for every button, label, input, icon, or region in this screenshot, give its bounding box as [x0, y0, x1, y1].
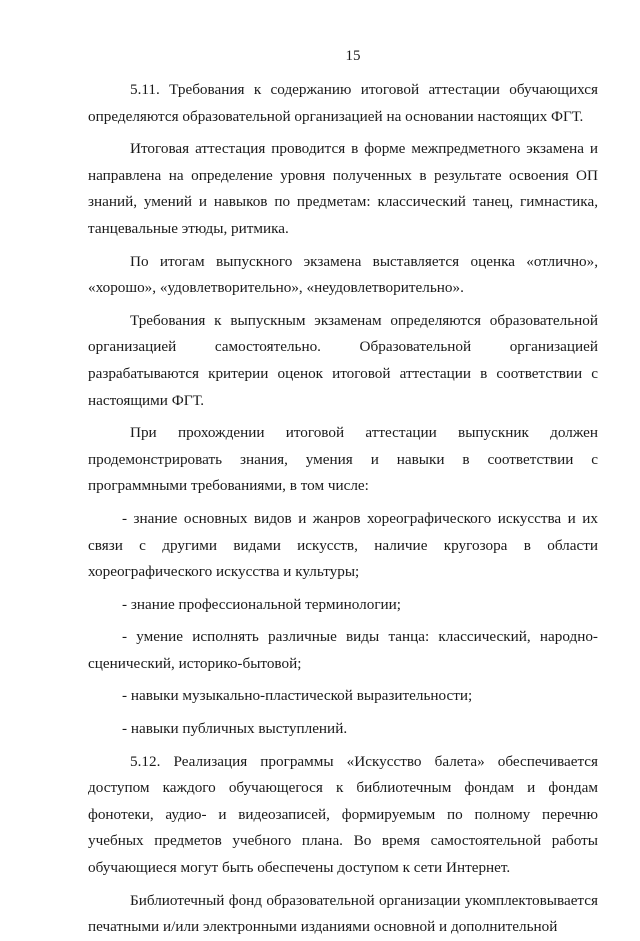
paragraph-final-attestation: Итоговая аттестация проводится в форме межпредметного экзамена и направлена на определение уровня полученных в результате освоения ОП знаний, умений и навыков по предметам: классический танец, гимнастика, танцевальные этюды, ритмика. [88, 140, 598, 237]
paragraph-exam-requirements: Требования к выпускным экзаменам определяются образовательной организацией самостоятельно. Образовательной организацией разрабатываются критерии оценок итоговой аттестации в соответствии с настоящими ФГТ. [88, 311, 598, 409]
list-item-choreography-knowledge: - знание основных видов и жанров хореографического искусства и их связи с другими видами искусств, наличие кругозора в области хореографического искусства и культуры; [88, 509, 598, 581]
paragraph-library-fund: Библиотечный фонд образовательной организации укомплектовывается печатными и/или электронными изданиями основной и дополнительной [88, 891, 598, 936]
page-number: 15 [345, 48, 361, 64]
paragraph-5-12: 5.12. Реализация программы «Искусство балета» обеспечивается доступом каждого обучающегося к библиотечным фондам и фондам фонотеки, аудио- и видеозаписей, формируемым по полному перечню учебных предметов учебного плана. Во время самостоятельной работы обучающиеся могут быть обеспечены доступом к сети Интернет. [88, 752, 598, 877]
paragraph-graduate-skills: При прохождении итоговой аттестации выпускник должен продемонстрировать знания, умения и навыки в соответствии с программными требованиями, в том числе: [88, 424, 598, 495]
paragraph-5-11: 5.11. Требования к содержанию итоговой аттестации обучающихся определяются образовательной организацией на основании настоящих ФГТ. [88, 81, 598, 125]
paragraph-grades: По итогам выпускного экзамена выставляется оценка «отлично», «хорошо», «удовлетворительно», «неудовлетворительно». [88, 252, 598, 297]
list-item-public-performance: - навыки публичных выступлений. [122, 720, 348, 738]
list-item-terminology: - знание профессиональной терминологии; [122, 595, 402, 613]
list-item-expressiveness: - навыки музыкально-пластической выразительности; [122, 687, 473, 705]
list-item-dance-types: - умение исполнять различные виды танца: классический, народно-сценический, историко-бытовой; [88, 628, 598, 672]
